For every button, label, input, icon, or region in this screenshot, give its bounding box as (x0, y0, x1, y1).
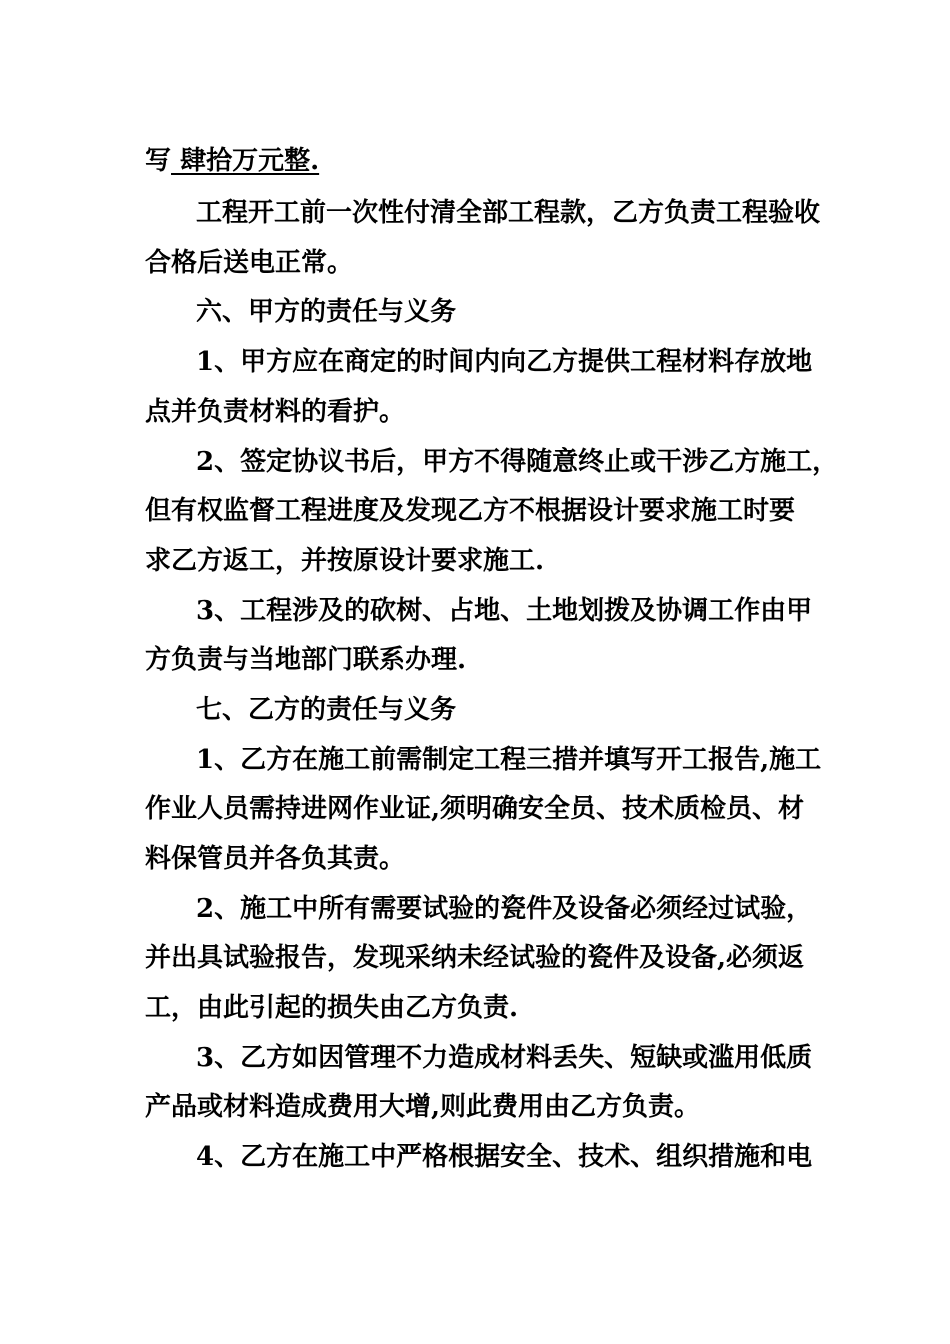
paragraph-line: 3、乙方如因管理不力造成材料丢失、短缺或滥用低质 (196, 1043, 813, 1073)
text-prefix: 写 (145, 146, 172, 176)
paragraph-line: 2、签定协议书后，甲方不得随意终止或干涉乙方施工， (196, 447, 839, 477)
paragraph-line: 工程开工前一次性付清全部工程款，乙方负责工程验收 (196, 198, 821, 228)
paragraph-line: 并出具试验报告，发现采纳未经试验的瓷件及设备,必须返 (145, 943, 805, 973)
paragraph-line: 求乙方返工，并按原设计要求施工. (145, 546, 545, 576)
paragraph-line: 作业人员需持进网作业证,须明确安全员、技术质检员、材 (145, 794, 805, 824)
paragraph-line: 方负责与当地部门联系办理. (145, 645, 467, 675)
amount-in-words: 肆拾万元整. (171, 146, 320, 176)
paragraph-line: 工，由此引起的损失由乙方负责. (145, 993, 519, 1023)
section-heading-party-a: 六、甲方的责任与义务 (196, 297, 457, 327)
text-line-amount (145, 146, 319, 176)
paragraph-line: 点并负责材料的看护。 (145, 397, 406, 427)
paragraph-line: 3、工程涉及的砍树、占地、土地划拨及协调工作由甲 (196, 596, 813, 626)
paragraph-line: 4、乙方在施工中严格根据安全、技术、组织措施和电 (196, 1142, 813, 1172)
paragraph-line: 合格后送电正常。 (145, 248, 354, 278)
paragraph-line: 料保管员并各负其责。 (145, 844, 406, 874)
paragraph-line: 产品或材料造成费用大增,则此费用由乙方负责。 (145, 1092, 701, 1122)
paragraph-line: 但有权监督工程进度及发现乙方不根据设计要求施工时要 (145, 496, 796, 526)
section-heading-party-b: 七、乙方的责任与义务 (196, 695, 457, 725)
paragraph-line: 2、施工中所有需要试验的瓷件及设备必须经过试验， (196, 894, 813, 924)
paragraph-line: 1、甲方应在商定的时间内向乙方提供工程材料存放地 (196, 347, 813, 377)
paragraph-line: 1、乙方在施工前需制定工程三措并填写开工报告,施工 (196, 745, 822, 775)
